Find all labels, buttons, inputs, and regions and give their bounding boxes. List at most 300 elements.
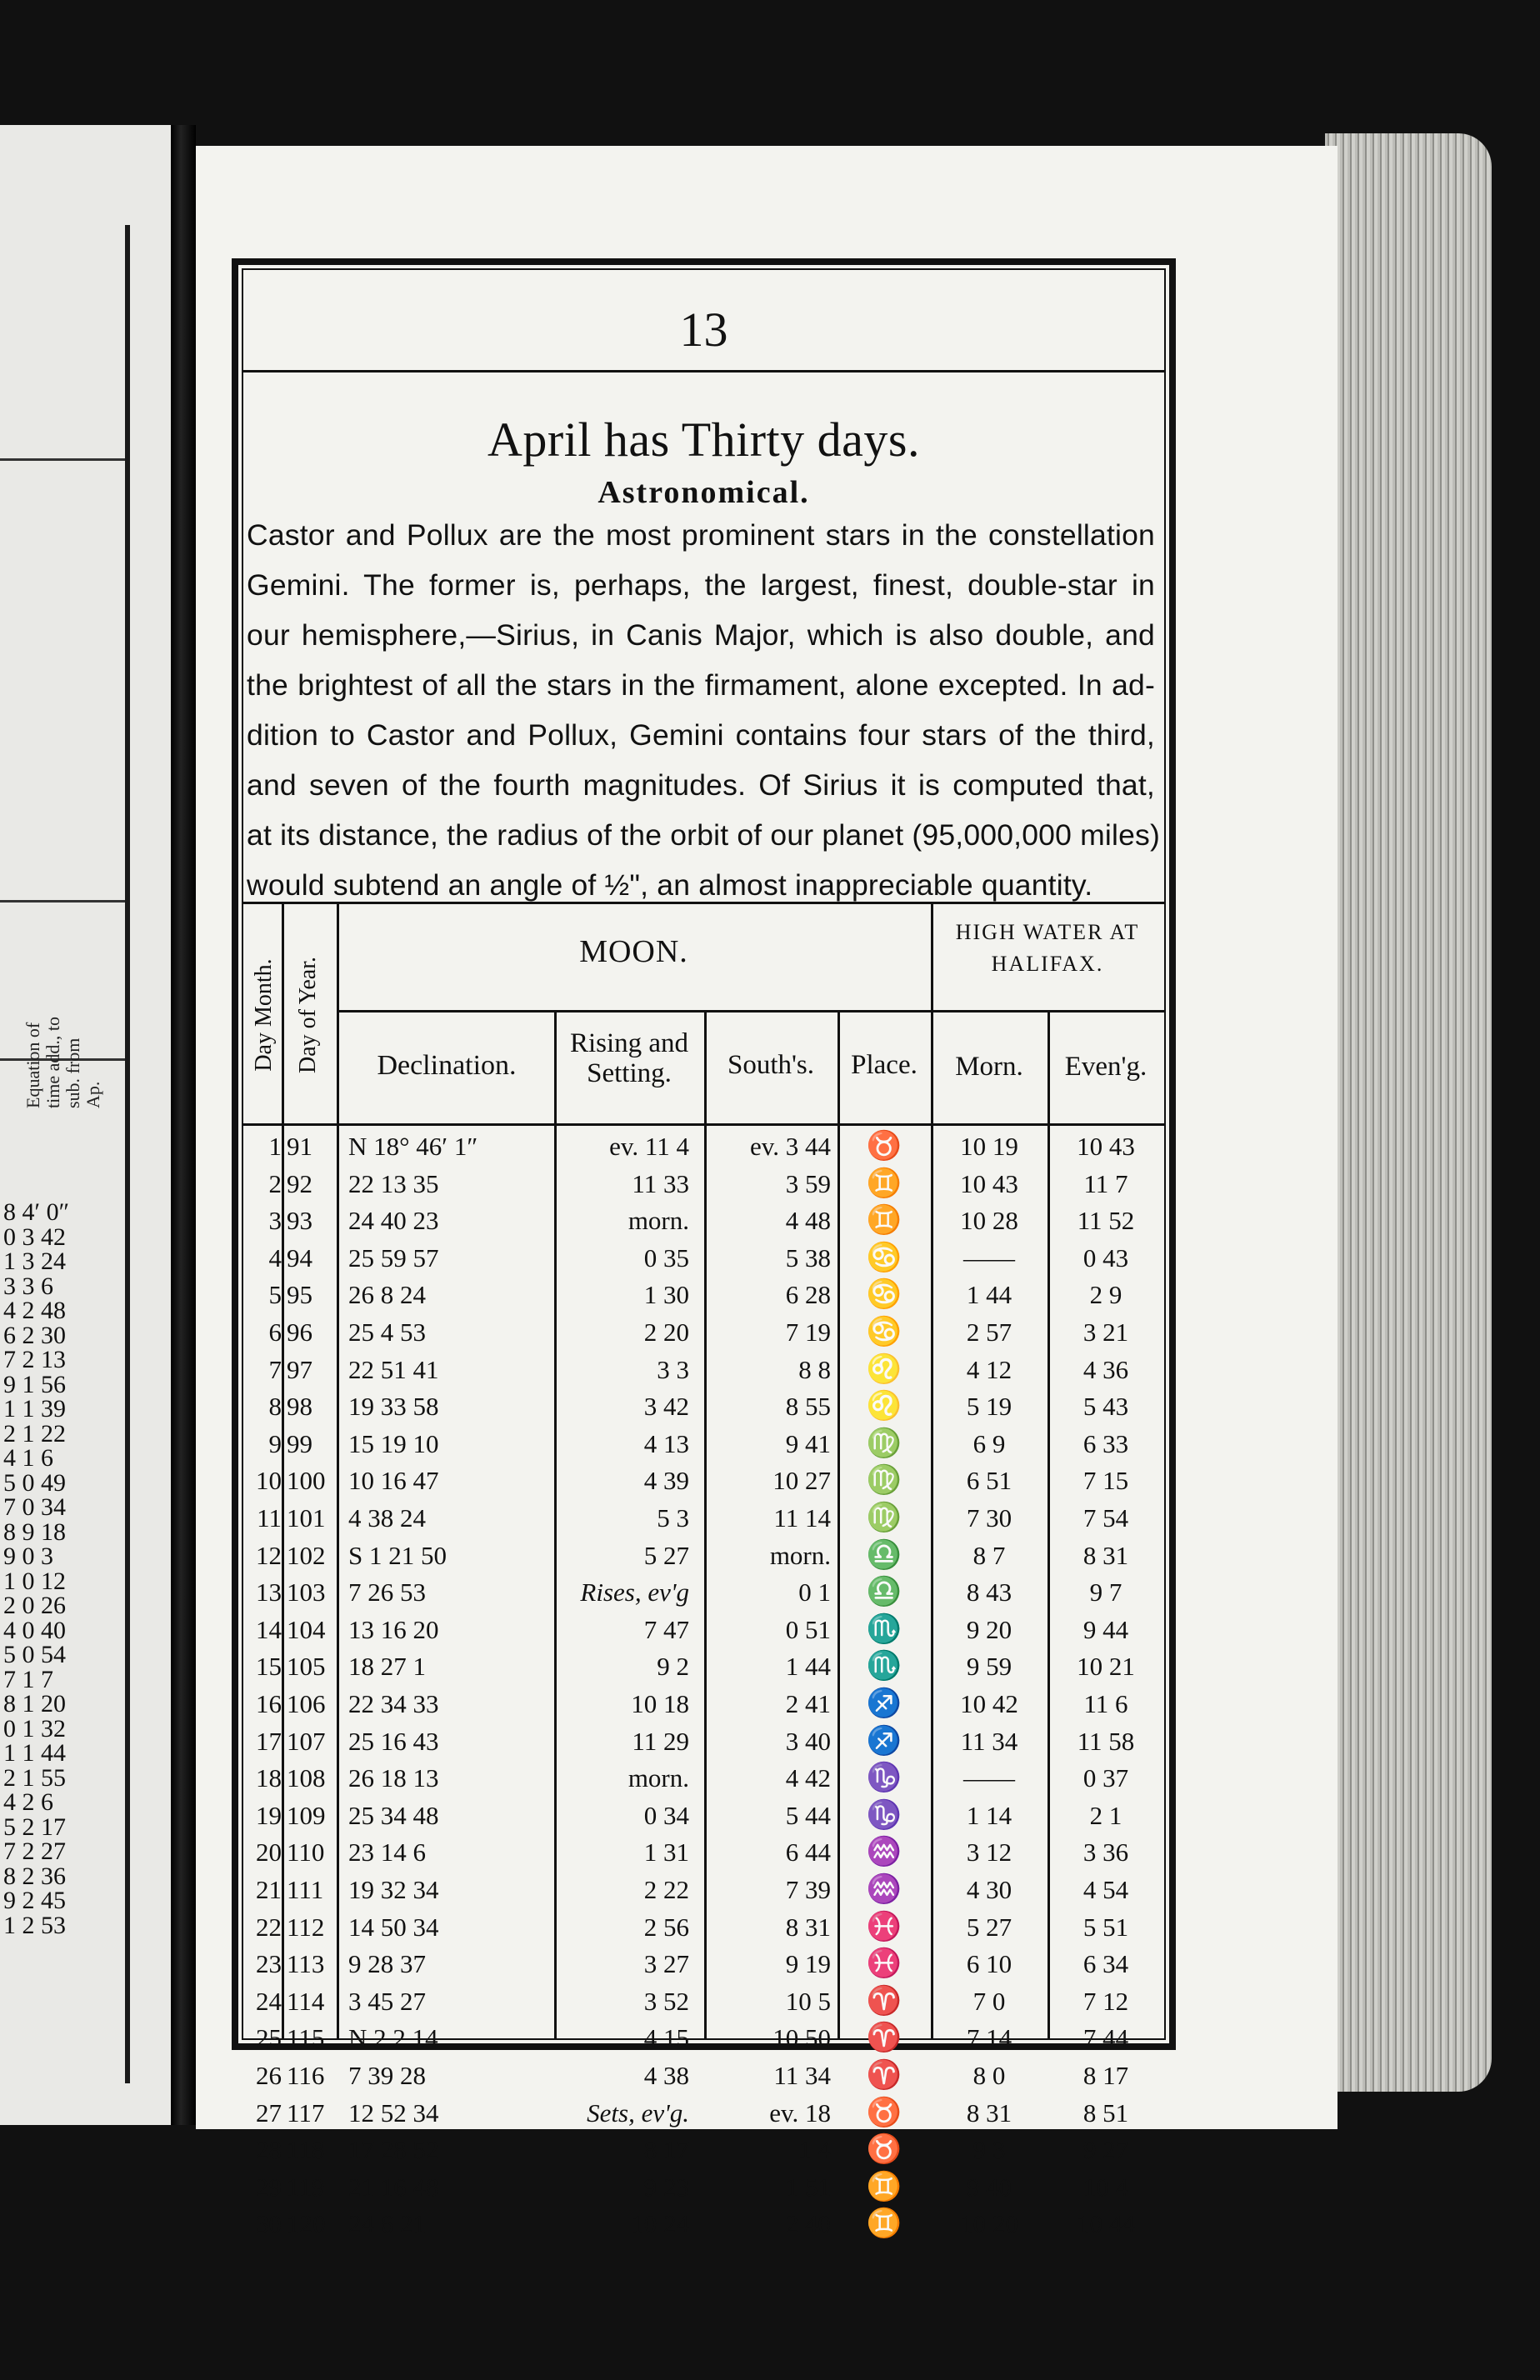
table-row bbox=[243, 1983, 1164, 2021]
left-page-row: 8 1 20 bbox=[3, 1690, 66, 1718]
souths-cell: 3 40 bbox=[785, 1726, 831, 1756]
place-cell: ♈ bbox=[866, 2060, 902, 2091]
left-page-row: 8 2 36 bbox=[3, 1862, 66, 1890]
table-row bbox=[243, 2132, 1164, 2169]
declination-cell: 15 19 10 bbox=[348, 1428, 439, 1458]
evening-high-water-cell: 11 6 bbox=[1083, 1689, 1128, 1718]
evening-high-water-cell: 4 36 bbox=[1082, 1354, 1129, 1384]
evening-high-water-cell: 9 44 bbox=[1082, 1614, 1129, 1644]
table-row bbox=[243, 1834, 1164, 1872]
table-row bbox=[243, 1723, 1164, 1761]
table-row bbox=[243, 1686, 1164, 1723]
morning-high-water-cell: 10 20 bbox=[960, 2209, 1018, 2239]
day-month-cell: 21 bbox=[256, 1875, 282, 1904]
left-page-rule bbox=[0, 900, 125, 902]
table-row bbox=[243, 2095, 1164, 2132]
place-cell: ♑ bbox=[866, 1762, 902, 1794]
rising-setting-cell: 3 27 bbox=[643, 1949, 689, 1979]
morning-high-water-cell: 2 57 bbox=[966, 1318, 1012, 1347]
paragraph-line: at its distance, the radius of the orbit of our planet (95,000,000 miles) bbox=[247, 818, 1160, 852]
evening-high-water-cell: 3 21 bbox=[1082, 1318, 1129, 1347]
paragraph-line: dition to Castor and Pollux, Gemini contains four stars of the third, bbox=[247, 718, 1155, 752]
left-page-row: 2 0 26 bbox=[3, 1592, 66, 1619]
place-cell: ♊ bbox=[866, 2208, 902, 2240]
rising-setting-cell: 4 13 bbox=[643, 1428, 689, 1458]
day-year-cell: 105 bbox=[287, 1652, 326, 1682]
rising-setting-cell: 5 27 bbox=[643, 1540, 689, 1570]
morning-high-water-cell: —— bbox=[963, 1763, 1015, 1793]
left-page-row: 5 0 54 bbox=[3, 1641, 66, 1668]
place-cell: ♍ bbox=[866, 1502, 902, 1533]
day-year-cell: 115 bbox=[287, 2023, 325, 2053]
place-cell: ♋ bbox=[866, 1317, 902, 1348]
rising-setting-cell: 11 29 bbox=[632, 1726, 689, 1756]
evening-high-water-cell: 7 54 bbox=[1082, 1503, 1129, 1532]
table-row bbox=[243, 1240, 1164, 1278]
evening-high-water-cell: 5 51 bbox=[1082, 1912, 1129, 1942]
rising-setting-cell: 4 38 bbox=[643, 2061, 689, 2090]
morning-high-water-cell: 9 20 bbox=[966, 1614, 1012, 1644]
left-page-row: 7 1 7 bbox=[3, 1665, 53, 1693]
souths-cell: 2 40 bbox=[785, 2209, 831, 2239]
souths-cell: 10 27 bbox=[772, 1466, 831, 1496]
rising-setting-cell: Rises, ev'g bbox=[580, 1578, 689, 1608]
day-year-cell: 98 bbox=[287, 1392, 312, 1422]
morning-high-water-cell: 9 59 bbox=[966, 1652, 1012, 1682]
left-page-row: 4 0 40 bbox=[3, 1616, 66, 1644]
rising-setting-cell: 4 15 bbox=[643, 2023, 689, 2053]
evening-high-water-cell: 8 17 bbox=[1082, 2061, 1129, 2090]
table-row bbox=[243, 2206, 1164, 2243]
declination-cell: 26 8 24 bbox=[348, 1280, 426, 1310]
place-cell: ♏ bbox=[866, 1613, 902, 1645]
evening-high-water-cell: 5 43 bbox=[1082, 1392, 1129, 1422]
place-cell: ♌ bbox=[866, 1353, 902, 1385]
table-row bbox=[243, 1462, 1164, 1500]
day-month-cell: 10 bbox=[256, 1466, 282, 1496]
souths-cell: 0 51 bbox=[785, 1614, 831, 1644]
left-page-row: 8 4′ 0″ bbox=[3, 1198, 70, 1226]
day-year-cell: 93 bbox=[287, 1206, 312, 1236]
header-moon: MOON. bbox=[579, 934, 688, 969]
day-year-cell: 111 bbox=[287, 1875, 324, 1904]
table-row bbox=[243, 1166, 1164, 1203]
day-year-cell: 109 bbox=[287, 1800, 326, 1830]
place-cell: ♈ bbox=[866, 2022, 902, 2054]
left-page-rule bbox=[0, 458, 125, 461]
left-page-row: 0 3 42 bbox=[3, 1222, 66, 1251]
paragraph-line: and seven of the fourth magnitudes. Of Sirius it is computed that, bbox=[247, 768, 1155, 802]
place-cell: ♊ bbox=[866, 2171, 902, 2202]
souths-cell: 4 42 bbox=[785, 1763, 831, 1793]
place-cell: ♒ bbox=[866, 1837, 902, 1868]
paragraph-line: Castor and Pollux are the most prominent stars in the constellation bbox=[247, 518, 1155, 552]
morning-high-water-cell: 10 42 bbox=[960, 1689, 1018, 1718]
page-number: 13 bbox=[679, 302, 728, 357]
rising-setting-cell: 2 22 bbox=[643, 1875, 689, 1904]
day-year-cell: 118 bbox=[287, 2135, 325, 2165]
declination-cell: 19 32 34 bbox=[348, 1875, 439, 1904]
table-row bbox=[243, 1612, 1164, 1649]
day-year-cell: 107 bbox=[287, 1726, 326, 1756]
table-row bbox=[243, 1760, 1164, 1798]
place-cell: ♉ bbox=[866, 2134, 902, 2166]
left-page-row: 1 0 12 bbox=[3, 1567, 66, 1595]
header-rising-setting: Rising and Setting. bbox=[569, 1028, 689, 1089]
table-row bbox=[243, 2020, 1164, 2058]
declination-cell: 25 16 43 bbox=[348, 1726, 439, 1756]
evening-high-water-cell: 11 52 bbox=[1077, 1206, 1135, 1236]
declination-cell: 22 51 41 bbox=[348, 1354, 439, 1384]
day-month-cell: 3 bbox=[268, 1206, 282, 1236]
left-page bbox=[0, 125, 171, 2125]
rising-setting-cell: 0 34 bbox=[643, 1800, 689, 1830]
morning-high-water-cell: 8 43 bbox=[966, 1578, 1012, 1608]
souths-cell: 7 19 bbox=[785, 1318, 831, 1347]
souths-cell: 1 44 bbox=[785, 1652, 831, 1682]
evening-high-water-cell: 6 33 bbox=[1082, 1428, 1129, 1458]
souths-cell: 1 4 bbox=[798, 2135, 831, 2165]
table-row bbox=[243, 1426, 1164, 1463]
place-cell: ♉ bbox=[866, 2097, 902, 2128]
evening-high-water-cell: 10 4 bbox=[1082, 2172, 1129, 2202]
rising-setting-cell: 1 31 bbox=[643, 1838, 689, 1868]
day-year-cell: 95 bbox=[287, 1280, 312, 1310]
souths-cell: 7 39 bbox=[785, 1875, 831, 1904]
day-year-cell: 119 bbox=[287, 2172, 325, 2202]
souths-cell: 10 5 bbox=[785, 1986, 831, 2016]
astronomical-paragraph bbox=[247, 510, 1160, 910]
declination-cell: 18 27 1 bbox=[348, 1652, 426, 1682]
left-page-row: 5 0 49 bbox=[3, 1468, 66, 1497]
place-cell: ♉ bbox=[866, 1131, 902, 1162]
rising-setting-cell: 10 24 bbox=[631, 2209, 689, 2239]
day-month-cell: 8 bbox=[268, 1392, 282, 1422]
header-eveng: Even'g. bbox=[1064, 1052, 1148, 1082]
rising-setting-cell: 9 23 bbox=[643, 2172, 689, 2202]
evening-high-water-cell: 10 44 bbox=[1077, 2209, 1135, 2239]
declination-cell: S 1 21 50 bbox=[348, 1540, 447, 1570]
day-month-cell: 28 bbox=[256, 2135, 282, 2165]
paragraph-line: Gemini. The former is, perhaps, the largest, finest, double-star in bbox=[247, 568, 1155, 602]
day-month-cell: 16 bbox=[256, 1689, 282, 1718]
day-year-cell: 100 bbox=[287, 1466, 326, 1496]
morning-high-water-cell: 8 0 bbox=[972, 2061, 1006, 2090]
morning-high-water-cell: 1 44 bbox=[966, 1280, 1012, 1310]
declination-cell: 4 38 24 bbox=[348, 1503, 426, 1532]
souths-cell: 9 41 bbox=[785, 1428, 831, 1458]
evening-high-water-cell: 11 7 bbox=[1083, 1168, 1128, 1198]
declination-cell: 21 16 48 bbox=[348, 2172, 439, 2202]
day-year-cell: 92 bbox=[287, 1168, 312, 1198]
table-row bbox=[243, 1648, 1164, 1686]
morning-high-water-cell: 7 14 bbox=[966, 2023, 1012, 2053]
day-year-cell: 91 bbox=[287, 1132, 312, 1161]
place-cell: ♐ bbox=[866, 1725, 902, 1757]
rising-setting-cell: 4 39 bbox=[643, 1466, 689, 1496]
morning-high-water-cell: 5 27 bbox=[966, 1912, 1012, 1942]
place-cell: ♐ bbox=[866, 1688, 902, 1719]
table-row bbox=[243, 2169, 1164, 2207]
day-year-cell: 104 bbox=[287, 1614, 326, 1644]
evening-high-water-cell: 7 15 bbox=[1082, 1466, 1129, 1496]
left-page-column bbox=[0, 1200, 125, 1938]
header-place: Place. bbox=[851, 1050, 918, 1080]
place-cell: ♒ bbox=[866, 1874, 902, 1905]
header-declination: Declination. bbox=[377, 1050, 517, 1081]
rising-setting-cell: 3 3 bbox=[657, 1354, 689, 1384]
place-cell: ♍ bbox=[866, 1465, 902, 1497]
table-row bbox=[243, 1538, 1164, 1575]
day-month-cell: 14 bbox=[256, 1614, 282, 1644]
day-month-cell: 22 bbox=[256, 1912, 282, 1942]
day-year-cell: 108 bbox=[287, 1763, 326, 1793]
place-cell: ♎ bbox=[866, 1577, 902, 1608]
day-year-cell: 101 bbox=[287, 1503, 326, 1532]
morning-high-water-cell: 7 30 bbox=[966, 1503, 1012, 1532]
declination-cell: 25 59 57 bbox=[348, 1242, 439, 1272]
place-cell: ♍ bbox=[866, 1428, 902, 1459]
evening-high-water-cell: 0 37 bbox=[1082, 1763, 1129, 1793]
souths-cell: 6 28 bbox=[785, 1280, 831, 1310]
table-row bbox=[243, 1352, 1164, 1389]
left-page-row: 8 9 18 bbox=[3, 1518, 66, 1546]
morning-high-water-cell: 11 34 bbox=[960, 1726, 1018, 1756]
header-rule bbox=[243, 370, 1164, 372]
rising-setting-cell: Sets, ev'g. bbox=[587, 2098, 689, 2128]
day-month-cell: 17 bbox=[256, 1726, 282, 1756]
declination-cell: 10 16 47 bbox=[348, 1466, 439, 1496]
declination-cell: 23 14 6 bbox=[348, 1838, 426, 1868]
left-page-row: 1 1 39 bbox=[3, 1395, 66, 1422]
header-souths: South's. bbox=[727, 1050, 815, 1080]
declination-cell: N 18° 46′ 1″ bbox=[348, 1132, 478, 1161]
declination-cell: 19 33 58 bbox=[348, 1392, 439, 1422]
declination-cell: 13 16 20 bbox=[348, 1614, 439, 1644]
day-year-cell: 102 bbox=[287, 1540, 326, 1570]
morning-high-water-cell: 1 14 bbox=[966, 1800, 1012, 1830]
morning-high-water-cell: 6 9 bbox=[972, 1428, 1006, 1458]
day-year-cell: 94 bbox=[287, 1242, 312, 1272]
evening-high-water-cell: 2 9 bbox=[1089, 1280, 1122, 1310]
morning-high-water-cell: 9 40 bbox=[966, 2172, 1012, 2202]
day-year-cell: 106 bbox=[287, 1689, 326, 1718]
declination-cell: 22 13 35 bbox=[348, 1168, 439, 1198]
declination-cell: 25 4 53 bbox=[348, 1318, 426, 1347]
day-month-cell: 25 bbox=[256, 2023, 282, 2053]
morning-high-water-cell: 4 12 bbox=[966, 1354, 1012, 1384]
left-page-row: 7 2 27 bbox=[3, 1838, 66, 1865]
rising-setting-cell: 8 17 bbox=[643, 2135, 689, 2165]
left-page-row: 4 1 6 bbox=[3, 1444, 53, 1472]
souths-cell: 0 1 bbox=[798, 1578, 831, 1608]
table-row bbox=[243, 1574, 1164, 1612]
rising-setting-cell: morn. bbox=[628, 1763, 689, 1793]
evening-high-water-cell: 9 27 bbox=[1082, 2135, 1129, 2165]
rising-setting-cell: 9 2 bbox=[657, 1652, 689, 1682]
left-page-row: 1 1 44 bbox=[3, 1739, 66, 1767]
day-month-cell: 23 bbox=[256, 1949, 282, 1979]
place-cell: ♏ bbox=[866, 1651, 902, 1682]
header-day-month: Day Month. bbox=[251, 958, 277, 1072]
paragraph-line: our hemisphere,—Sirius, in Canis Major, which is also double, and bbox=[247, 618, 1155, 652]
day-month-cell: 13 bbox=[256, 1578, 282, 1608]
place-cell: ♑ bbox=[866, 1799, 902, 1831]
left-page-row: 2 1 22 bbox=[3, 1419, 66, 1448]
rising-setting-cell: 3 52 bbox=[643, 1986, 689, 2016]
day-year-cell: 103 bbox=[287, 1578, 326, 1608]
rising-setting-cell: 10 18 bbox=[631, 1689, 689, 1718]
day-month-cell: 12 bbox=[256, 1540, 282, 1570]
table-row bbox=[243, 1202, 1164, 1240]
morning-high-water-cell: —— bbox=[963, 1242, 1015, 1272]
declination-cell: 24 40 23 bbox=[348, 1206, 439, 1236]
souths-cell: ev. 3 44 bbox=[750, 1132, 831, 1161]
souths-cell: 6 44 bbox=[785, 1838, 831, 1868]
table-row bbox=[243, 1798, 1164, 1835]
table-row bbox=[243, 1314, 1164, 1352]
left-page-row: 2 1 55 bbox=[3, 1763, 66, 1792]
morning-high-water-cell: 3 12 bbox=[966, 1838, 1012, 1868]
day-month-cell: 7 bbox=[268, 1354, 282, 1384]
header-bottom-rule bbox=[243, 1123, 1164, 1126]
morning-high-water-cell: 10 43 bbox=[960, 1168, 1018, 1198]
morning-high-water-cell: 6 51 bbox=[966, 1466, 1012, 1496]
day-year-cell: 116 bbox=[287, 2061, 325, 2090]
day-month-cell: 9 bbox=[268, 1428, 282, 1458]
hw-header-rule bbox=[931, 1010, 1164, 1012]
souths-cell: 5 38 bbox=[785, 1242, 831, 1272]
day-month-cell: 4 bbox=[268, 1242, 282, 1272]
day-year-cell: 112 bbox=[287, 1912, 325, 1942]
page-edges bbox=[1325, 133, 1492, 2092]
declination-cell: 26 18 13 bbox=[348, 1763, 439, 1793]
day-month-cell: 11 bbox=[257, 1503, 282, 1532]
morning-high-water-cell: 8 7 bbox=[972, 1540, 1006, 1570]
place-cell: ♊ bbox=[866, 1168, 902, 1199]
left-page-row: 4 2 6 bbox=[3, 1788, 53, 1816]
book-spine bbox=[171, 125, 196, 2125]
morning-high-water-cell: 5 19 bbox=[966, 1392, 1012, 1422]
left-page-row: 9 0 3 bbox=[3, 1542, 53, 1570]
rising-setting-cell: morn. bbox=[628, 1206, 689, 1236]
day-month-cell: 6 bbox=[268, 1318, 282, 1347]
table-row bbox=[243, 1909, 1164, 1947]
left-page-row: 1 3 24 bbox=[3, 1248, 66, 1275]
page-title: April has Thirty days. bbox=[488, 412, 920, 467]
paragraph-line: would subtend an angle of ½", an almost inappreciable quantity. bbox=[247, 868, 1093, 902]
souths-cell: 8 55 bbox=[785, 1392, 831, 1422]
souths-cell: morn. bbox=[769, 1540, 831, 1570]
declination-cell: 17 28 52 bbox=[348, 2135, 439, 2165]
day-year-cell: 110 bbox=[287, 1838, 325, 1868]
souths-cell: 4 48 bbox=[785, 1206, 831, 1236]
table-top-rule bbox=[243, 902, 1164, 904]
day-month-cell: 24 bbox=[256, 1986, 282, 2016]
header-high-water: HIGH WATER AT HALIFAX. bbox=[955, 920, 1140, 976]
left-page-row: 7 0 34 bbox=[3, 1493, 66, 1521]
rising-setting-cell: 1 30 bbox=[643, 1280, 689, 1310]
day-year-cell: 97 bbox=[287, 1354, 312, 1384]
left-page-column-header: Equation of time add., to sub. from Ap. bbox=[22, 1017, 103, 1108]
souths-cell: 3 59 bbox=[785, 1168, 831, 1198]
table-row bbox=[243, 1277, 1164, 1314]
almanac-table bbox=[243, 902, 1164, 2240]
day-month-cell: 2 bbox=[268, 1168, 282, 1198]
evening-high-water-cell: 7 12 bbox=[1082, 1986, 1129, 2016]
evening-high-water-cell: 4 54 bbox=[1082, 1875, 1129, 1904]
rising-setting-cell: 11 33 bbox=[632, 1168, 689, 1198]
evening-high-water-cell: 11 58 bbox=[1077, 1726, 1135, 1756]
morning-high-water-cell: 7 0 bbox=[972, 1986, 1006, 2016]
rising-setting-cell: 3 42 bbox=[643, 1392, 689, 1422]
left-page-row: 5 2 17 bbox=[3, 1812, 66, 1841]
morning-high-water-cell: 10 28 bbox=[960, 1206, 1018, 1236]
left-page-row: 3 3 6 bbox=[3, 1272, 53, 1300]
day-month-cell: 18 bbox=[256, 1763, 282, 1793]
day-month-cell: 20 bbox=[256, 1838, 282, 1868]
souths-cell: 11 34 bbox=[773, 2061, 831, 2090]
day-month-cell: 29 bbox=[256, 2172, 282, 2202]
evening-high-water-cell: 6 34 bbox=[1082, 1949, 1129, 1979]
declination-cell: 12 52 34 bbox=[348, 2098, 439, 2128]
evening-high-water-cell: 8 31 bbox=[1082, 1540, 1129, 1570]
day-year-cell: 114 bbox=[287, 1986, 325, 2016]
evening-high-water-cell: 10 43 bbox=[1077, 1132, 1135, 1161]
declination-cell: 9 28 37 bbox=[348, 1949, 426, 1979]
page-content bbox=[243, 270, 1164, 2240]
day-year-cell: 99 bbox=[287, 1428, 312, 1458]
souths-cell: 8 31 bbox=[785, 1912, 831, 1942]
souths-cell: 2 41 bbox=[785, 1689, 831, 1718]
souths-cell: 5 44 bbox=[785, 1800, 831, 1830]
evening-high-water-cell: 9 7 bbox=[1089, 1578, 1122, 1608]
left-page-row: 0 1 32 bbox=[3, 1714, 66, 1742]
day-month-cell: 27 bbox=[256, 2098, 282, 2128]
evening-high-water-cell: 2 1 bbox=[1089, 1800, 1122, 1830]
paragraph-line: the brightest of all the stars in the firmament, alone excepted. In ad- bbox=[247, 668, 1155, 702]
left-page-row: 9 1 56 bbox=[3, 1370, 66, 1398]
left-page-row: 6 2 30 bbox=[3, 1321, 66, 1349]
rising-setting-cell: 2 56 bbox=[643, 1912, 689, 1942]
place-cell: ♎ bbox=[866, 1539, 902, 1571]
declination-cell: 3 45 27 bbox=[348, 1986, 426, 2016]
souths-cell: 10 50 bbox=[772, 2023, 831, 2053]
header-day-year: Day of Year. bbox=[295, 957, 321, 1073]
morning-high-water-cell: 6 10 bbox=[966, 1949, 1012, 1979]
evening-high-water-cell: 10 21 bbox=[1077, 1652, 1135, 1682]
evening-high-water-cell: 0 43 bbox=[1082, 1242, 1129, 1272]
place-cell: ♋ bbox=[866, 1279, 902, 1311]
place-cell: ♋ bbox=[866, 1242, 902, 1273]
rising-setting-cell: 7 47 bbox=[643, 1614, 689, 1644]
place-cell: ♓ bbox=[866, 1948, 902, 1980]
left-page-row: 7 2 13 bbox=[3, 1346, 66, 1373]
rising-setting-cell: 5 3 bbox=[657, 1503, 689, 1532]
left-page-row: 4 2 48 bbox=[3, 1297, 66, 1324]
rising-setting-cell: ev. 11 4 bbox=[609, 1132, 689, 1161]
place-cell: ♈ bbox=[866, 1985, 902, 2017]
place-cell: ♓ bbox=[866, 1911, 902, 1942]
day-month-cell: 30 bbox=[256, 2209, 282, 2239]
day-year-cell: 96 bbox=[287, 1318, 312, 1347]
morning-high-water-cell: 4 30 bbox=[966, 1875, 1012, 1904]
declination-cell: 25 34 48 bbox=[348, 1800, 439, 1830]
morning-high-water-cell: 10 19 bbox=[960, 1132, 1018, 1161]
table-row bbox=[243, 1872, 1164, 1909]
table-row bbox=[243, 1388, 1164, 1426]
souths-cell: 9 19 bbox=[785, 1949, 831, 1979]
